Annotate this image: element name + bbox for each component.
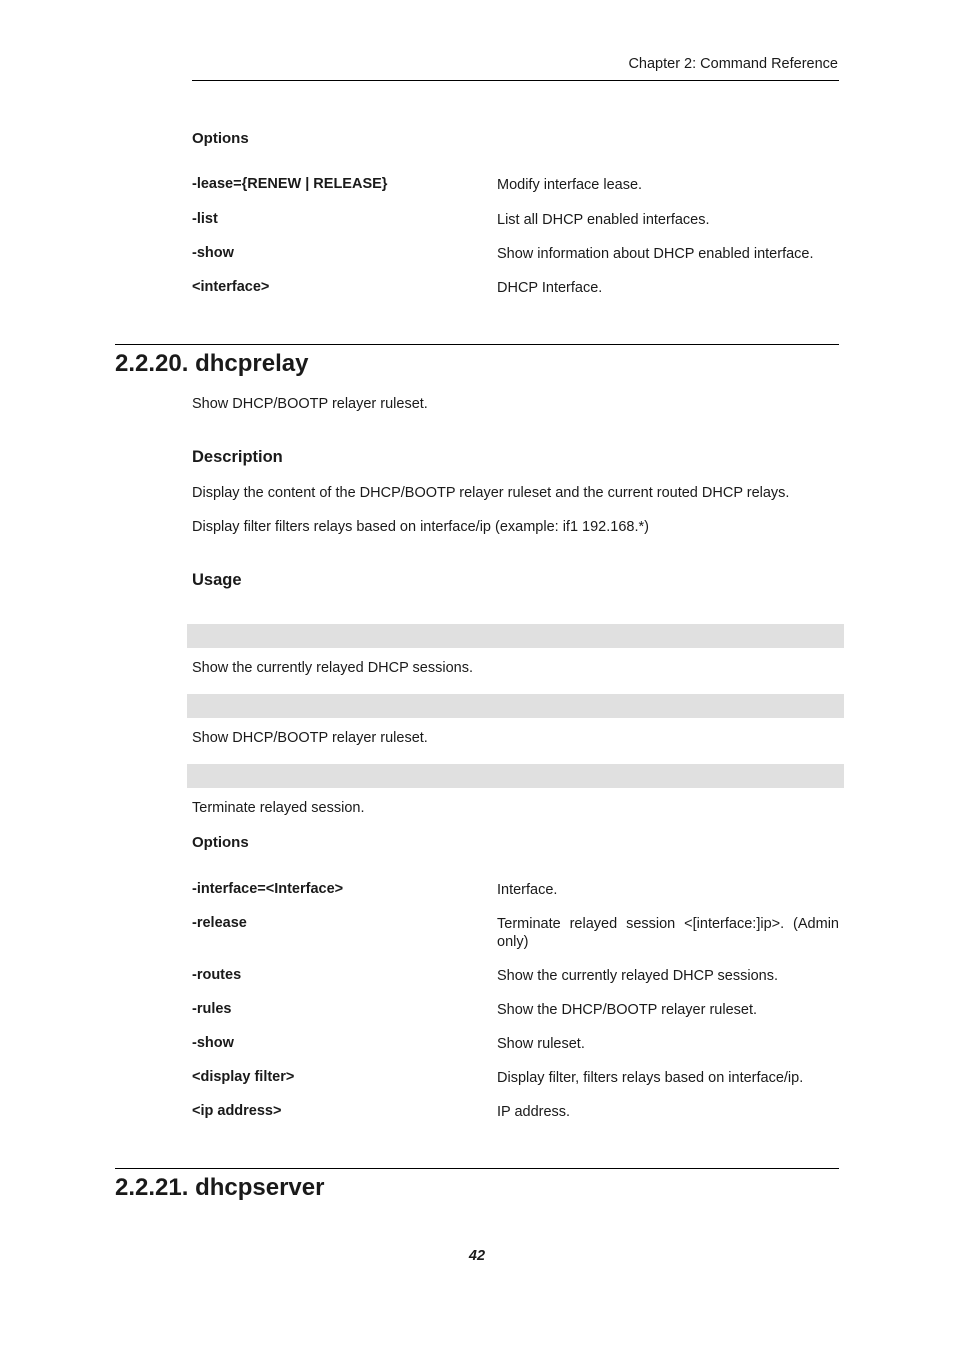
- section-rule: [115, 1168, 839, 1169]
- option-desc: Terminate relayed session <[interface:]ip>. (Admin only): [497, 916, 839, 950]
- section-title-dhcprelay: 2.2.20. dhcprelay: [115, 350, 309, 377]
- option-desc: List all DHCP enabled interfaces.: [497, 212, 710, 228]
- option-desc: DHCP Interface.: [497, 280, 603, 296]
- option-name: -interface=<Interface>: [192, 881, 344, 897]
- section-summary: Show DHCP/BOOTP relayer ruleset.: [192, 396, 428, 412]
- usage-heading: Usage: [192, 571, 242, 589]
- description-paragraph: Display filter filters relays based on interface/ip (example: if1 192.168.*): [192, 519, 649, 535]
- section-title-dhcpserver: 2.2.21. dhcpserver: [115, 1174, 325, 1201]
- usage-code-block: [187, 624, 844, 648]
- option-name: <ip address>: [192, 1103, 282, 1119]
- usage-text: Show the currently relayed DHCP sessions.: [192, 660, 473, 676]
- option-desc: Modify interface lease.: [497, 177, 643, 193]
- description-paragraph: Display the content of the DHCP/BOOTP relayer ruleset and the current routed DHCP relays.: [192, 485, 790, 501]
- option-desc: Show the currently relayed DHCP sessions.: [497, 968, 778, 984]
- option-desc: Show information about DHCP enabled interface.: [497, 246, 814, 262]
- usage-code-block: [187, 694, 844, 718]
- option-desc: Display filter, filters relays based on interface/ip.: [497, 1070, 804, 1086]
- usage-text: Show DHCP/BOOTP relayer ruleset.: [192, 730, 428, 746]
- option-name: -show: [192, 245, 234, 261]
- option-name: -release: [192, 915, 247, 931]
- option-name: <interface>: [192, 279, 270, 295]
- option-desc: Show ruleset.: [497, 1036, 585, 1052]
- option-name: -show: [192, 1035, 234, 1051]
- option-desc: Interface.: [497, 882, 558, 898]
- option-name: -list: [192, 211, 218, 227]
- option-name: -rules: [192, 1001, 232, 1017]
- option-desc: Show the DHCP/BOOTP relayer ruleset.: [497, 1002, 758, 1018]
- option-name: <display filter>: [192, 1069, 295, 1085]
- description-heading: Description: [192, 448, 283, 466]
- options-label: Options: [192, 834, 249, 851]
- chapter-header: Chapter 2: Command Reference: [628, 56, 838, 72]
- usage-code-block: [187, 764, 844, 788]
- usage-text: Terminate relayed session.: [192, 800, 365, 816]
- option-name: -routes: [192, 967, 242, 983]
- options-label: Options: [192, 130, 249, 147]
- header-rule: [192, 80, 839, 81]
- section-rule: [115, 344, 839, 345]
- option-desc: IP address.: [497, 1104, 571, 1120]
- page-number: 42: [468, 1248, 486, 1264]
- option-name: -lease={RENEW | RELEASE}: [192, 176, 388, 192]
